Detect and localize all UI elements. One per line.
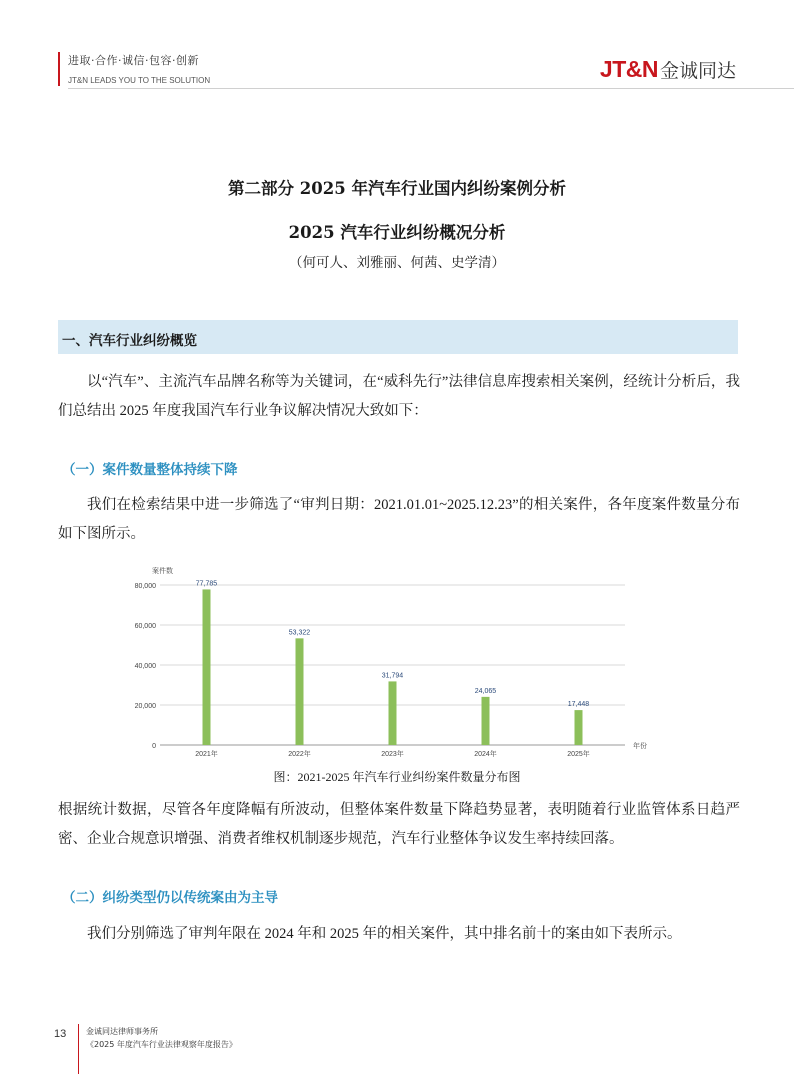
bar	[575, 710, 583, 745]
header-motto: 进取·合作·诚信·包容·创新	[68, 54, 199, 67]
subsection-2-heading: （二）纠纷类型仍以传统案由为主导	[62, 890, 278, 906]
bar	[203, 589, 211, 745]
logo-chinese: 金诚同达	[659, 60, 736, 82]
header-accent-bar	[58, 52, 60, 86]
header-slogan: JT&N LEADS YOU TO THE SOLUTION	[68, 76, 211, 85]
firm-logo	[600, 56, 736, 83]
subsection-1-text: 我们在检索结果中进一步筛选了“审判日期：2021.01.01~2025.12.23”的相关案件，各年度案件数量分布如下图所示。	[58, 497, 740, 542]
footer-firm: 金诚同达律师事务所	[86, 1027, 158, 1036]
x-tick-label: 2022年	[288, 751, 311, 758]
y-tick-label: 0	[152, 743, 156, 750]
y-tick-label: 20,000	[134, 703, 156, 710]
data-label: 53,322	[288, 629, 311, 637]
x-tick-label: 2023年	[381, 751, 404, 758]
logo-latin: JT&N	[599, 56, 658, 82]
y-tick-label: 80,000	[134, 583, 156, 590]
data-label: 17,448	[567, 701, 590, 709]
analysis-paragraph: 根据统计数据，尽管各年度降幅有所波动，但整体案件数量下降趋势显著，表明随着行业监管体系日趋严密、企业合规意识增强、消费者维权机制逐步规范，汽车行业整体争议发生率持续回落。	[58, 802, 740, 847]
x-axis-label: 年份	[633, 743, 647, 750]
chart-caption: 图：2021-2025 年汽车行业纠纷案件数量分布图	[273, 770, 521, 784]
intro-paragraph: 以“汽车”、主流汽车品牌名称等为关键词，在“威科先行”法律信息库搜索相关案例，经统计分析后，我们总结出 2025 年度我国汽车行业争议解决情况大致如下：	[58, 374, 740, 419]
subsection-1-heading: （一）案件数量整体持续下降	[62, 462, 238, 478]
page-number: 13	[54, 1028, 67, 1040]
x-tick-label: 2025年	[567, 751, 590, 758]
case-count-bar-chart	[110, 562, 670, 762]
section-heading: 一、汽车行业纠纷概览	[62, 333, 197, 349]
data-label: 31,794	[381, 672, 404, 680]
data-label: 77,785	[195, 580, 218, 588]
bar	[482, 697, 490, 745]
bar	[389, 681, 397, 745]
y-tick-label: 40,000	[134, 663, 156, 670]
data-label: 24,065	[474, 687, 497, 695]
x-tick-label: 2021年	[195, 751, 218, 758]
subsection-2-text: 我们分别筛选了审判年限在 2024 年和 2025 年的相关案件，其中排名前十的案由如下表所示。	[87, 926, 682, 942]
part-title: 第二部分 2025 年汽车行业国内纠纷案例分析	[228, 179, 566, 198]
footer-report: 《2025 年度汽车行业法律观察年度报告》	[86, 1040, 237, 1049]
header-divider	[68, 88, 794, 89]
x-tick-label: 2024年	[474, 751, 497, 758]
section-heading-band	[58, 320, 738, 354]
bar	[296, 638, 304, 745]
article-title: 2025 汽车行业纠纷概况分析	[288, 223, 506, 242]
y-tick-label: 60,000	[134, 623, 156, 630]
y-axis-label: 案件数	[152, 568, 173, 575]
footer-accent-bar	[78, 1024, 79, 1074]
authors: （何可人、刘雅丽、何茜、史学清）	[289, 255, 505, 271]
